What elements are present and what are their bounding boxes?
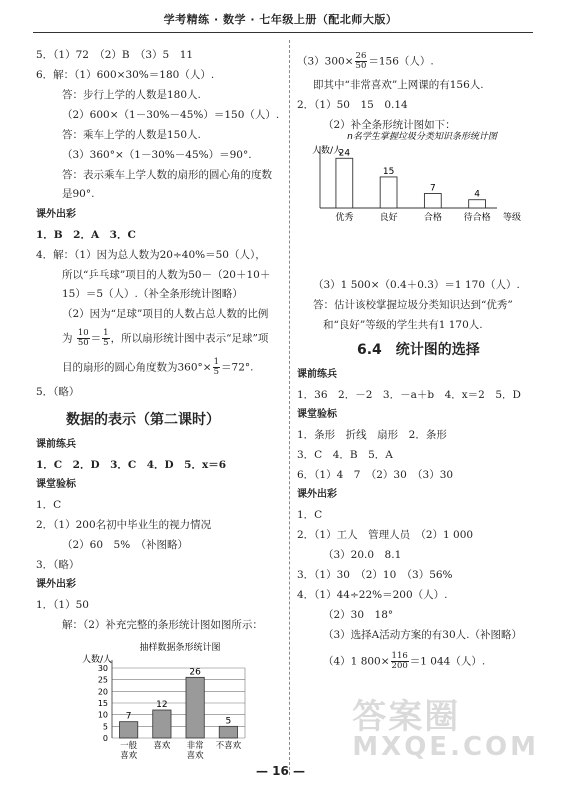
answer-line: 解：（2）补充完整的条形统计图如图所示： bbox=[62, 619, 263, 631]
answer-text: 目的扇形的圆心角度数为360°× bbox=[62, 361, 212, 374]
fraction bbox=[213, 358, 220, 377]
answer-line: 答：表示乘车上学人数的扇形的圆心角的度数 bbox=[62, 169, 272, 181]
answer-line: 1．36 2．－2 3．－a＋b 4．x＝2 5．D bbox=[297, 389, 521, 401]
answer-line: 即其中“非常喜欢”上网课的有156人. bbox=[313, 79, 484, 91]
numerator: 116 bbox=[391, 651, 408, 661]
denominator: 5 bbox=[213, 367, 220, 377]
answer-text: ＝72°. bbox=[221, 361, 254, 374]
bar bbox=[219, 726, 237, 738]
sampling-bar-chart bbox=[80, 640, 260, 765]
fraction-line bbox=[297, 52, 434, 71]
bar bbox=[153, 710, 171, 738]
section-heading: 课前练兵 bbox=[36, 439, 76, 450]
answer-line: （2）因为“足球”项目的人数占总人数的比例 bbox=[62, 308, 269, 320]
answer-line: 1．B 2．A 3．C bbox=[36, 229, 136, 241]
answer-line: （3）20.0 8.1 bbox=[323, 549, 402, 561]
section-heading: 课前练兵 bbox=[297, 369, 337, 380]
bar bbox=[469, 200, 486, 208]
answer-6: 6．解：（1）600×30%＝180（人）. bbox=[36, 69, 215, 81]
answer-line: 3．C 4．B 5．A bbox=[297, 449, 393, 461]
fraction bbox=[355, 52, 368, 71]
x-tick-label: 一般 bbox=[120, 741, 138, 751]
bar bbox=[424, 194, 441, 209]
x-tick-label: 不喜欢 bbox=[215, 741, 242, 751]
x-tick-label: 非常 bbox=[186, 741, 204, 751]
answer-line: （2）30 18° bbox=[323, 609, 394, 621]
answer-line: （3）360°×（1－30%－45%）＝90°. bbox=[62, 149, 252, 161]
bar bbox=[119, 722, 137, 738]
watermark-url: MXQE.COM bbox=[352, 732, 539, 762]
data-label: 26 bbox=[189, 667, 201, 678]
column-divider bbox=[289, 40, 290, 775]
fraction bbox=[77, 329, 90, 348]
bar bbox=[380, 177, 397, 208]
answer-line: 15）＝5（人）.（补全条形统计图略） bbox=[62, 288, 243, 300]
answer-line: （2）600×（1－30%－45%）＝150（人）. bbox=[62, 109, 280, 121]
answer-4: 4．解：（1）因为总人数为20÷40%＝50（人）， bbox=[36, 249, 266, 261]
answer-text: ＝156（人）. bbox=[368, 55, 434, 68]
answer-line: 答：估计该校掌握垃圾分类知识达到“优秀” bbox=[313, 299, 513, 311]
section-heading: 课堂验标 bbox=[36, 479, 76, 490]
answer-text: （4）1 800× bbox=[323, 655, 390, 668]
answer-line: 所以“乒乓球”项目的人数为50－（20＋10＋ bbox=[62, 269, 271, 281]
fraction-line bbox=[36, 329, 268, 348]
equals: ＝ bbox=[90, 332, 102, 345]
x-tick-label: 待合格 bbox=[463, 213, 491, 223]
denominator: 50 bbox=[355, 61, 367, 71]
answer-5: 5．（1）72 （2）B （3）5 11 bbox=[36, 49, 194, 61]
y-tick-label: 10 bbox=[97, 710, 108, 720]
page-number: — 16 — bbox=[255, 764, 306, 778]
y-axis-label: 人数/人 bbox=[312, 146, 343, 156]
answer-line: 1．条形 折线 扇形 2．条形 bbox=[297, 429, 447, 441]
fraction bbox=[391, 652, 409, 671]
answer-text: ＝1 044（人）. bbox=[409, 655, 486, 668]
answer-line: 5．（略） bbox=[36, 386, 80, 398]
answer-line: 2．（1）50 15 0.14 bbox=[297, 99, 408, 111]
y-tick-label: 25 bbox=[97, 675, 108, 685]
x-axis-label: 等级 bbox=[503, 213, 522, 223]
answer-line: 6．（1）4 7 （2）30 （3）30 bbox=[297, 469, 454, 481]
answer-line: 和“良好”等级的学生共有1 170人. bbox=[323, 319, 483, 331]
numerator: 1 bbox=[103, 328, 109, 338]
data-label: 7 bbox=[125, 711, 132, 722]
section-heading: 课外出彩 bbox=[36, 579, 76, 590]
answer-line: （2）补全条形统计图如下： bbox=[323, 119, 456, 131]
data-label: 4 bbox=[474, 189, 480, 200]
fraction-line bbox=[297, 652, 485, 671]
answer-line: 4．（1）44÷22%＝200（人）. bbox=[297, 589, 448, 601]
answer-line: 2．（1）工人 管理人员 （2）1 000 bbox=[297, 529, 474, 541]
answer-line: 答：步行上学的人数是180人. bbox=[62, 89, 201, 101]
fraction bbox=[102, 329, 109, 348]
y-tick-label: 20 bbox=[97, 687, 108, 697]
watermark-logo: 答案圈 bbox=[352, 697, 461, 737]
answer-text: ，所以扇形统计图中表示“足球”项 bbox=[110, 332, 269, 345]
answer-line: 3．（1）30 （2）10 （3）56% bbox=[297, 569, 453, 581]
answer-line: 3．（略） bbox=[36, 559, 80, 571]
section-title: 6.4 统计图的选择 bbox=[357, 342, 480, 358]
answer-line: （2）60 5% （补图略） bbox=[62, 539, 188, 551]
chart-title: n名学生掌握垃圾分类知识条形统计图 bbox=[347, 132, 497, 142]
answer-text: 为 bbox=[62, 332, 73, 345]
denominator: 50 bbox=[77, 338, 89, 348]
y-tick-label: 5 bbox=[102, 722, 108, 732]
answer-line: （3）1 500×（0.4＋0.3）＝1 170（人）. bbox=[313, 279, 520, 291]
bar bbox=[336, 158, 353, 208]
page-header: 学考精练 · 数学 · 七年级上册（配北师大版） bbox=[163, 13, 398, 26]
section-title: 数据的表示（第二课时） bbox=[66, 412, 220, 428]
x-tick-label: 良好 bbox=[379, 213, 398, 223]
data-label: 7 bbox=[429, 183, 436, 194]
data-label: 5 bbox=[225, 716, 232, 727]
y-tick-label: 15 bbox=[97, 699, 108, 708]
data-label: 15 bbox=[382, 166, 395, 177]
y-axis-label: 人数/人 bbox=[82, 655, 113, 665]
x-tick-label: 喜欢 bbox=[120, 751, 138, 761]
answer-line: 是90°. bbox=[62, 188, 95, 200]
answer-line: 1．（1）50 bbox=[36, 599, 89, 611]
answer-line: 1．C bbox=[36, 499, 62, 511]
data-label: 24 bbox=[338, 148, 351, 159]
section-heading: 课外出彩 bbox=[36, 209, 76, 220]
answer-line: 2．（1）200名初中毕业生的视力情况 bbox=[36, 519, 212, 531]
x-tick-label: 合格 bbox=[423, 213, 442, 223]
answer-text: （3）300× bbox=[297, 55, 354, 68]
answer-line: （3）选择A活动方案的有30人.（补图略） bbox=[323, 629, 522, 641]
header-rule bbox=[33, 32, 533, 33]
x-tick-label: 优秀 bbox=[335, 213, 354, 223]
numerator: 10 bbox=[77, 328, 89, 338]
denominator: 5 bbox=[103, 338, 109, 348]
numerator: 1 bbox=[213, 357, 220, 367]
watermark bbox=[352, 697, 539, 762]
garbage-sorting-bar-chart bbox=[312, 128, 532, 236]
answer-line: 1．C 2．D 3．C 4．D 5．x＝6 bbox=[36, 459, 227, 471]
data-label: 12 bbox=[156, 700, 168, 710]
x-tick-label: 喜欢 bbox=[186, 751, 204, 761]
bar bbox=[186, 677, 204, 738]
answer-line: 答：乘车上学的人数是150人. bbox=[62, 129, 201, 141]
chart-title: 抽样数据条形统计图 bbox=[139, 643, 221, 653]
x-tick-label: 喜欢 bbox=[153, 741, 171, 751]
answer-line: 1．C bbox=[297, 509, 323, 521]
y-tick-label: 30 bbox=[97, 664, 108, 673]
fraction-line bbox=[36, 358, 253, 377]
section-heading: 课堂验标 bbox=[297, 409, 337, 420]
section-heading: 课外出彩 bbox=[297, 489, 337, 500]
denominator: 200 bbox=[391, 661, 408, 671]
numerator: 26 bbox=[355, 51, 367, 61]
y-tick-label: 0 bbox=[102, 734, 108, 743]
